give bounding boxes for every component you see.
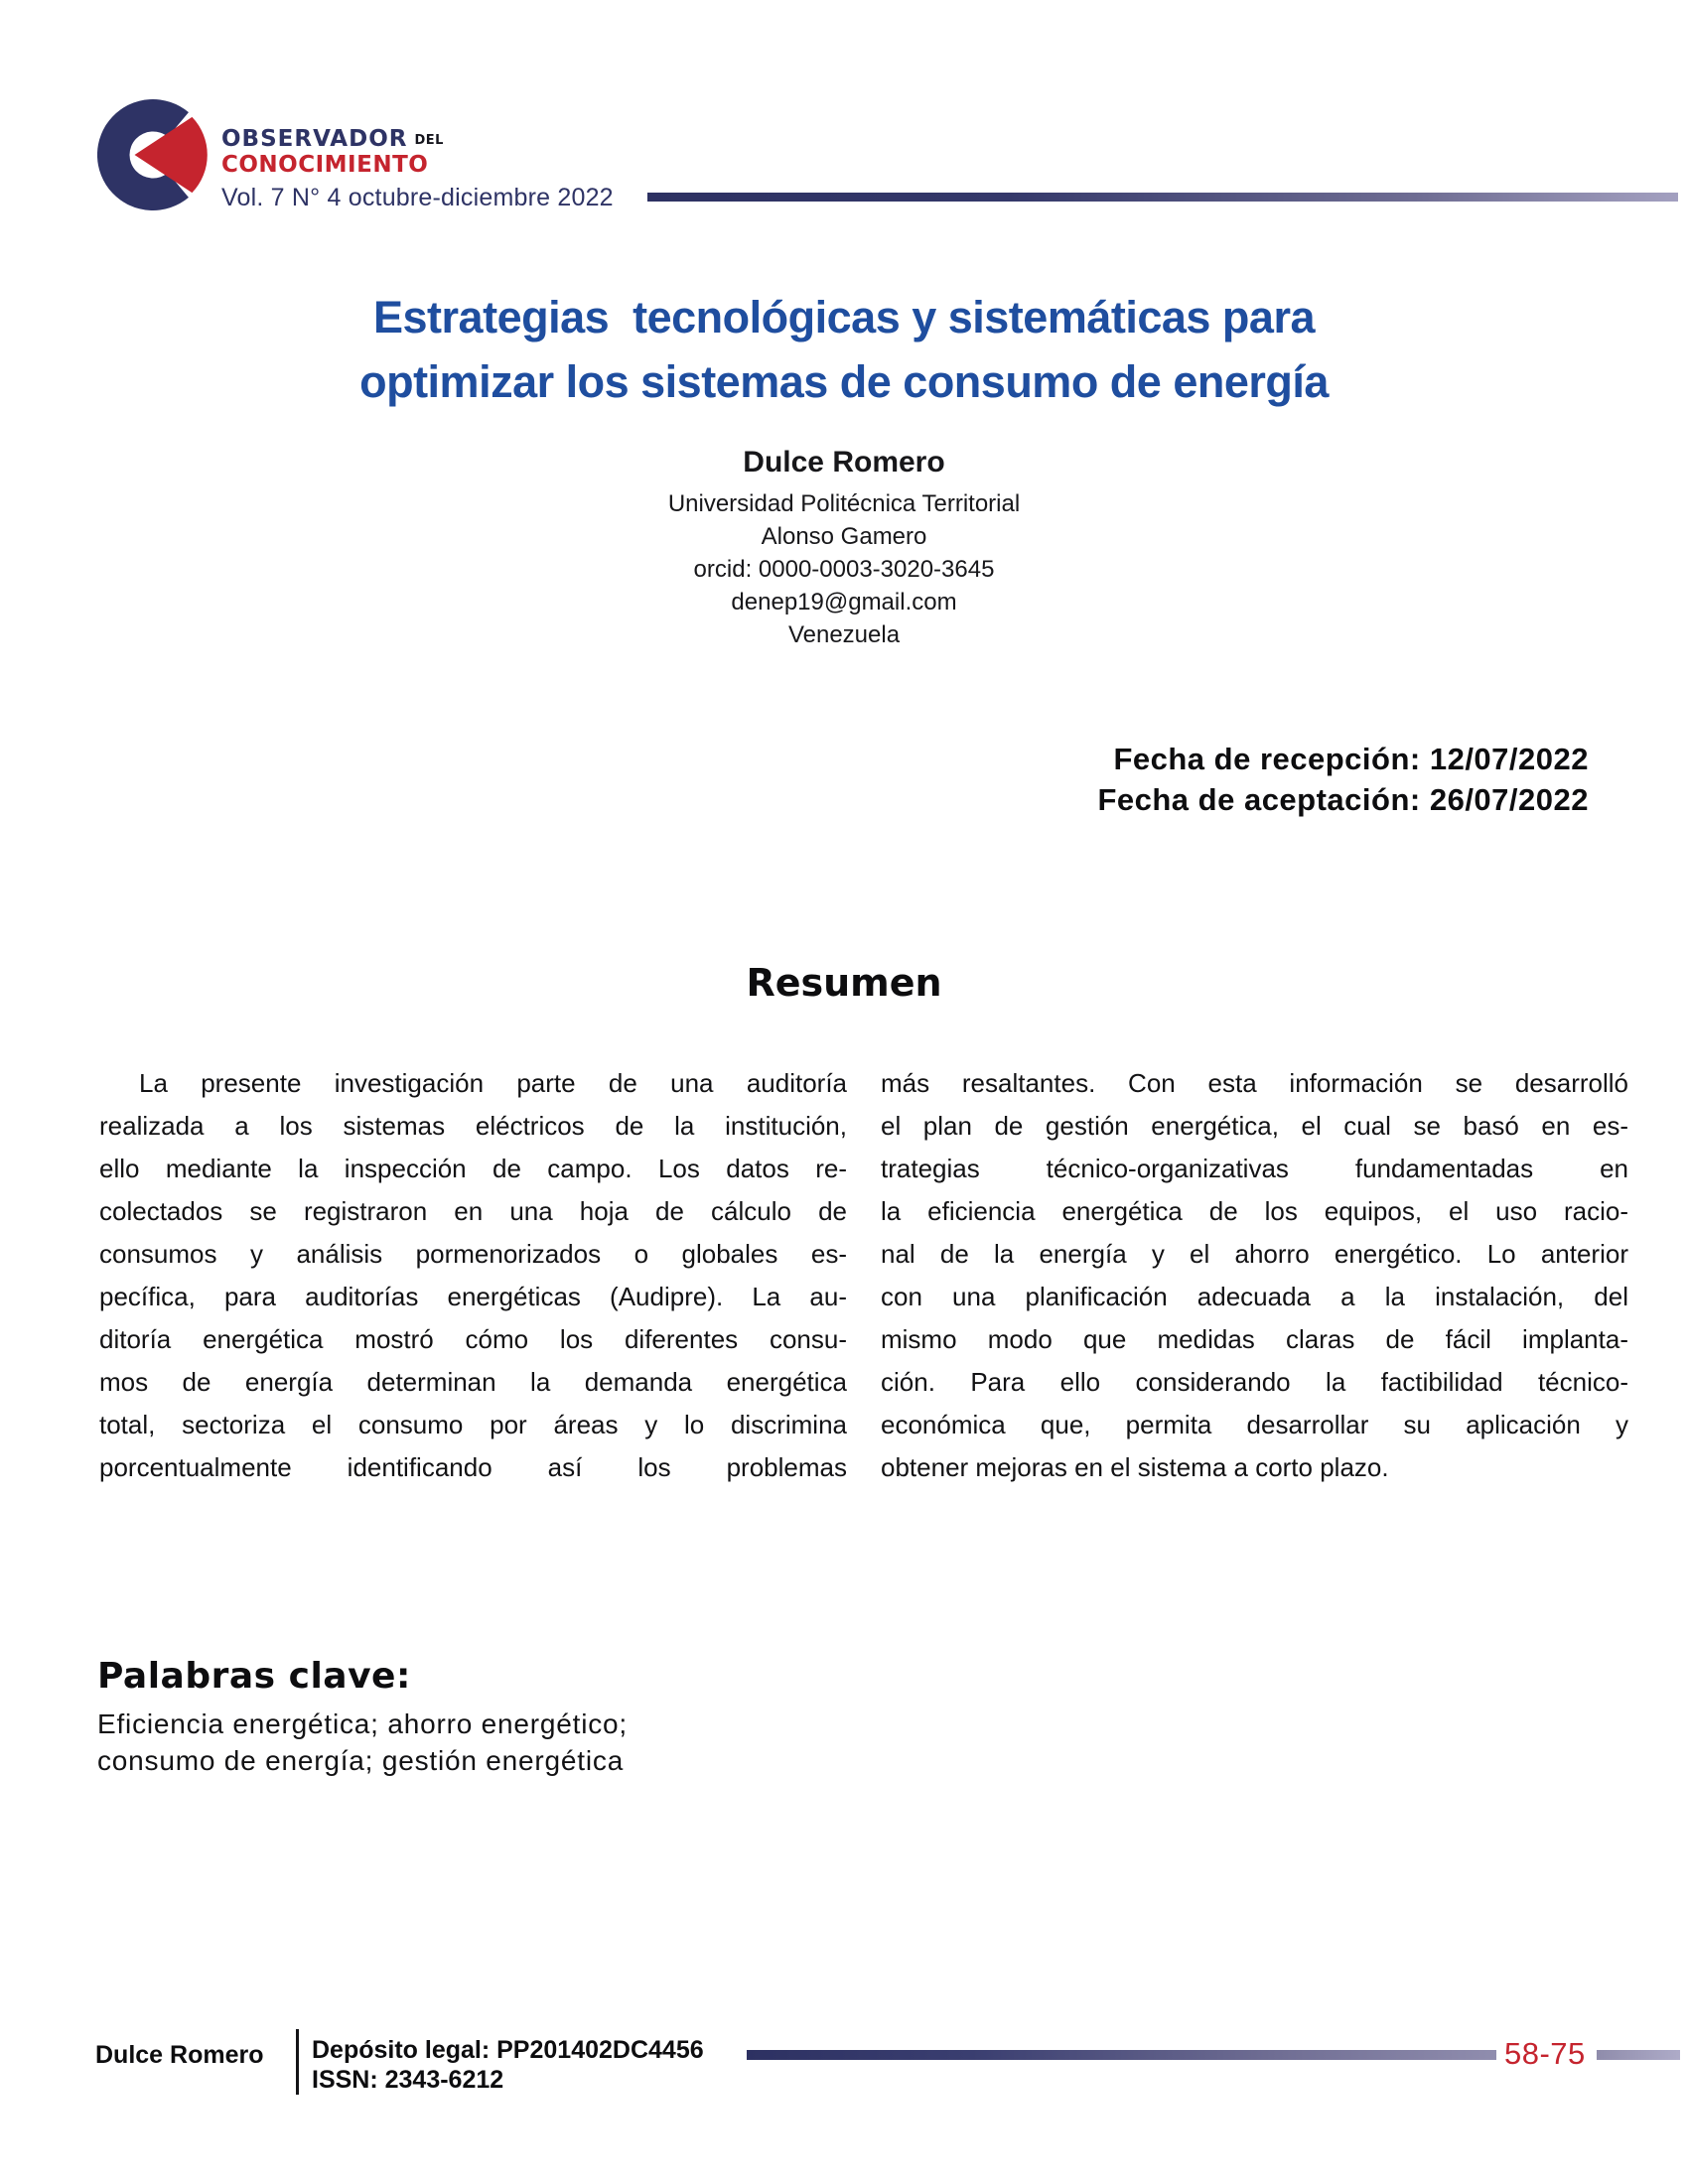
journal-brand <box>221 128 614 210</box>
text-line: nal de la energía y el ahorro energético. Lo anterior <box>881 1239 1628 1269</box>
text-line: mos de energía determinan la demanda energética <box>99 1367 847 1397</box>
text-line: el plan de gestión energética, el cual se basó en es- <box>881 1111 1628 1141</box>
text-line: mismo modo que medidas claras de fácil implanta- <box>881 1324 1628 1354</box>
footer-divider <box>296 2029 299 2095</box>
author-email: denep19@gmail.com <box>731 589 957 615</box>
text-line: ditoría energética mostró cómo los diferentes consu- <box>99 1324 847 1354</box>
author-affiliation-line1: Universidad Politécnica Territorial <box>667 490 1021 517</box>
text-line: colectados se registraron en una hoja de cálculo de <box>99 1196 847 1226</box>
text-line: ello mediante la inspección de campo. Los datos re- <box>99 1154 847 1183</box>
keywords-lines <box>97 1706 628 1779</box>
abstract-column-left <box>99 1062 847 1489</box>
text-line: económica que, permita desarrollar su aplicación y <box>881 1410 1628 1439</box>
text-line: Eficiencia energética; ahorro energético; <box>97 1708 628 1739</box>
text-line: con una planificación adecuada a la instalación, del <box>881 1282 1628 1311</box>
text-line: más resaltantes. Con esta información se desarrolló <box>881 1068 1628 1098</box>
footer-deposit-legal: Depósito legal: PP201402DC4456 <box>312 2036 704 2064</box>
page-range: 58-75 <box>1504 2036 1586 2071</box>
abstract-columns <box>99 1062 1628 1489</box>
author-affiliation-line2: Alonso Gamero <box>761 523 927 550</box>
keywords-heading: Palabras clave: <box>97 1656 411 1697</box>
abstract-heading: Resumen <box>746 961 942 1005</box>
footer-rule <box>747 2050 1496 2060</box>
text-line: la eficiencia energética de los equipos, el uso racio- <box>881 1196 1628 1226</box>
text-line: porcentualmente identificando así los problemas <box>99 1452 847 1482</box>
text-line: consumo de energía; gestión energética <box>97 1745 625 1776</box>
author-country: Venezuela <box>787 621 901 648</box>
text-line: La presente investigación parte de una auditoría <box>139 1068 847 1098</box>
footer-legal-block <box>312 2035 704 2095</box>
author-name: Dulce Romero <box>743 446 945 478</box>
journal-name-del: DEL <box>414 133 444 148</box>
journal-name-line2: CONOCIMIENTO <box>221 152 429 178</box>
text-line: ción. Para ello considerando la factibilidad técnico- <box>881 1367 1628 1397</box>
footer-rule-end <box>1597 2050 1680 2060</box>
article-title <box>0 285 1688 414</box>
article-title-line1: Estrategias tecnológicas y sistemáticas para <box>373 292 1315 342</box>
journal-logo-icon <box>97 99 209 210</box>
header-rule <box>647 193 1678 202</box>
footer-author-name: Dulce Romero <box>95 2041 264 2069</box>
journal-volume-line: Vol. 7 N° 4 octubre-diciembre 2022 <box>221 184 614 211</box>
text-line: consumos y análisis pormenorizados o globales es- <box>99 1239 847 1269</box>
journal-name-line1: OBSERVADOR <box>221 126 408 152</box>
author-orcid: orcid: 0000-0003-3020-3645 <box>693 556 995 583</box>
date-received: Fecha de recepción: 12/07/2022 <box>1113 742 1589 776</box>
text-line: pecífica, para auditorías energéticas (Audipre). La au- <box>99 1282 847 1311</box>
dates-block <box>1097 739 1589 820</box>
date-accepted: Fecha de aceptación: 26/07/2022 <box>1097 782 1589 817</box>
text-line: realizada a los sistemas eléctricos de la institución, <box>99 1111 847 1141</box>
text-line: trategias técnico-organizativas fundamentadas en <box>881 1154 1628 1183</box>
abstract-column-right <box>881 1062 1628 1489</box>
footer-issn: ISSN: 2343-6212 <box>312 2066 504 2094</box>
text-line: total, sectoriza el consumo por áreas y lo discrimina <box>99 1410 847 1439</box>
text-line: obtener mejoras en el sistema a corto plazo. <box>881 1452 1389 1482</box>
article-title-line2: optimizar los sistemas de consumo de energía <box>359 356 1329 407</box>
author-block <box>0 446 1688 651</box>
